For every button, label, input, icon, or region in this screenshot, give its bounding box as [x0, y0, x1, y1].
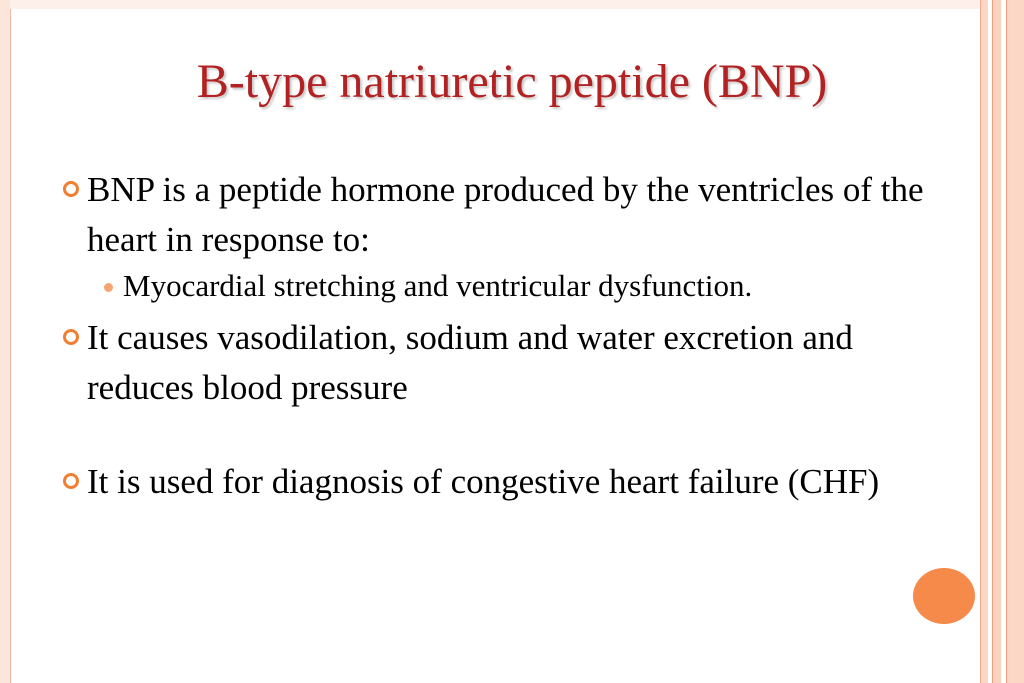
sub-bullet-text: Myocardial stretching and ventricular dysfunction. [123, 268, 753, 303]
bullet-text: It causes vasodilation, sodium and water excretion and reduces blood pressure [87, 318, 853, 407]
bullet-ring-icon [63, 181, 79, 197]
top-border [10, 0, 980, 9]
bullet-ring-icon [63, 473, 79, 489]
bullet-dot-icon [104, 283, 113, 292]
bullet-item [60, 313, 940, 413]
sub-bullet-item [60, 265, 940, 307]
slide-content [60, 165, 940, 507]
bullet-ring-icon [63, 329, 79, 345]
bullet-text: It is used for diagnosis of congestive heart failure (CHF) [87, 462, 880, 501]
bullet-item [60, 165, 940, 265]
bullet-text: BNP is a peptide hormone produced by the ventricles of the heart in response to: [87, 170, 924, 259]
slide-title: B-type natriuretic peptide (BNP) [196, 55, 828, 108]
bullet-item [60, 457, 940, 507]
decorative-circle [913, 568, 975, 624]
